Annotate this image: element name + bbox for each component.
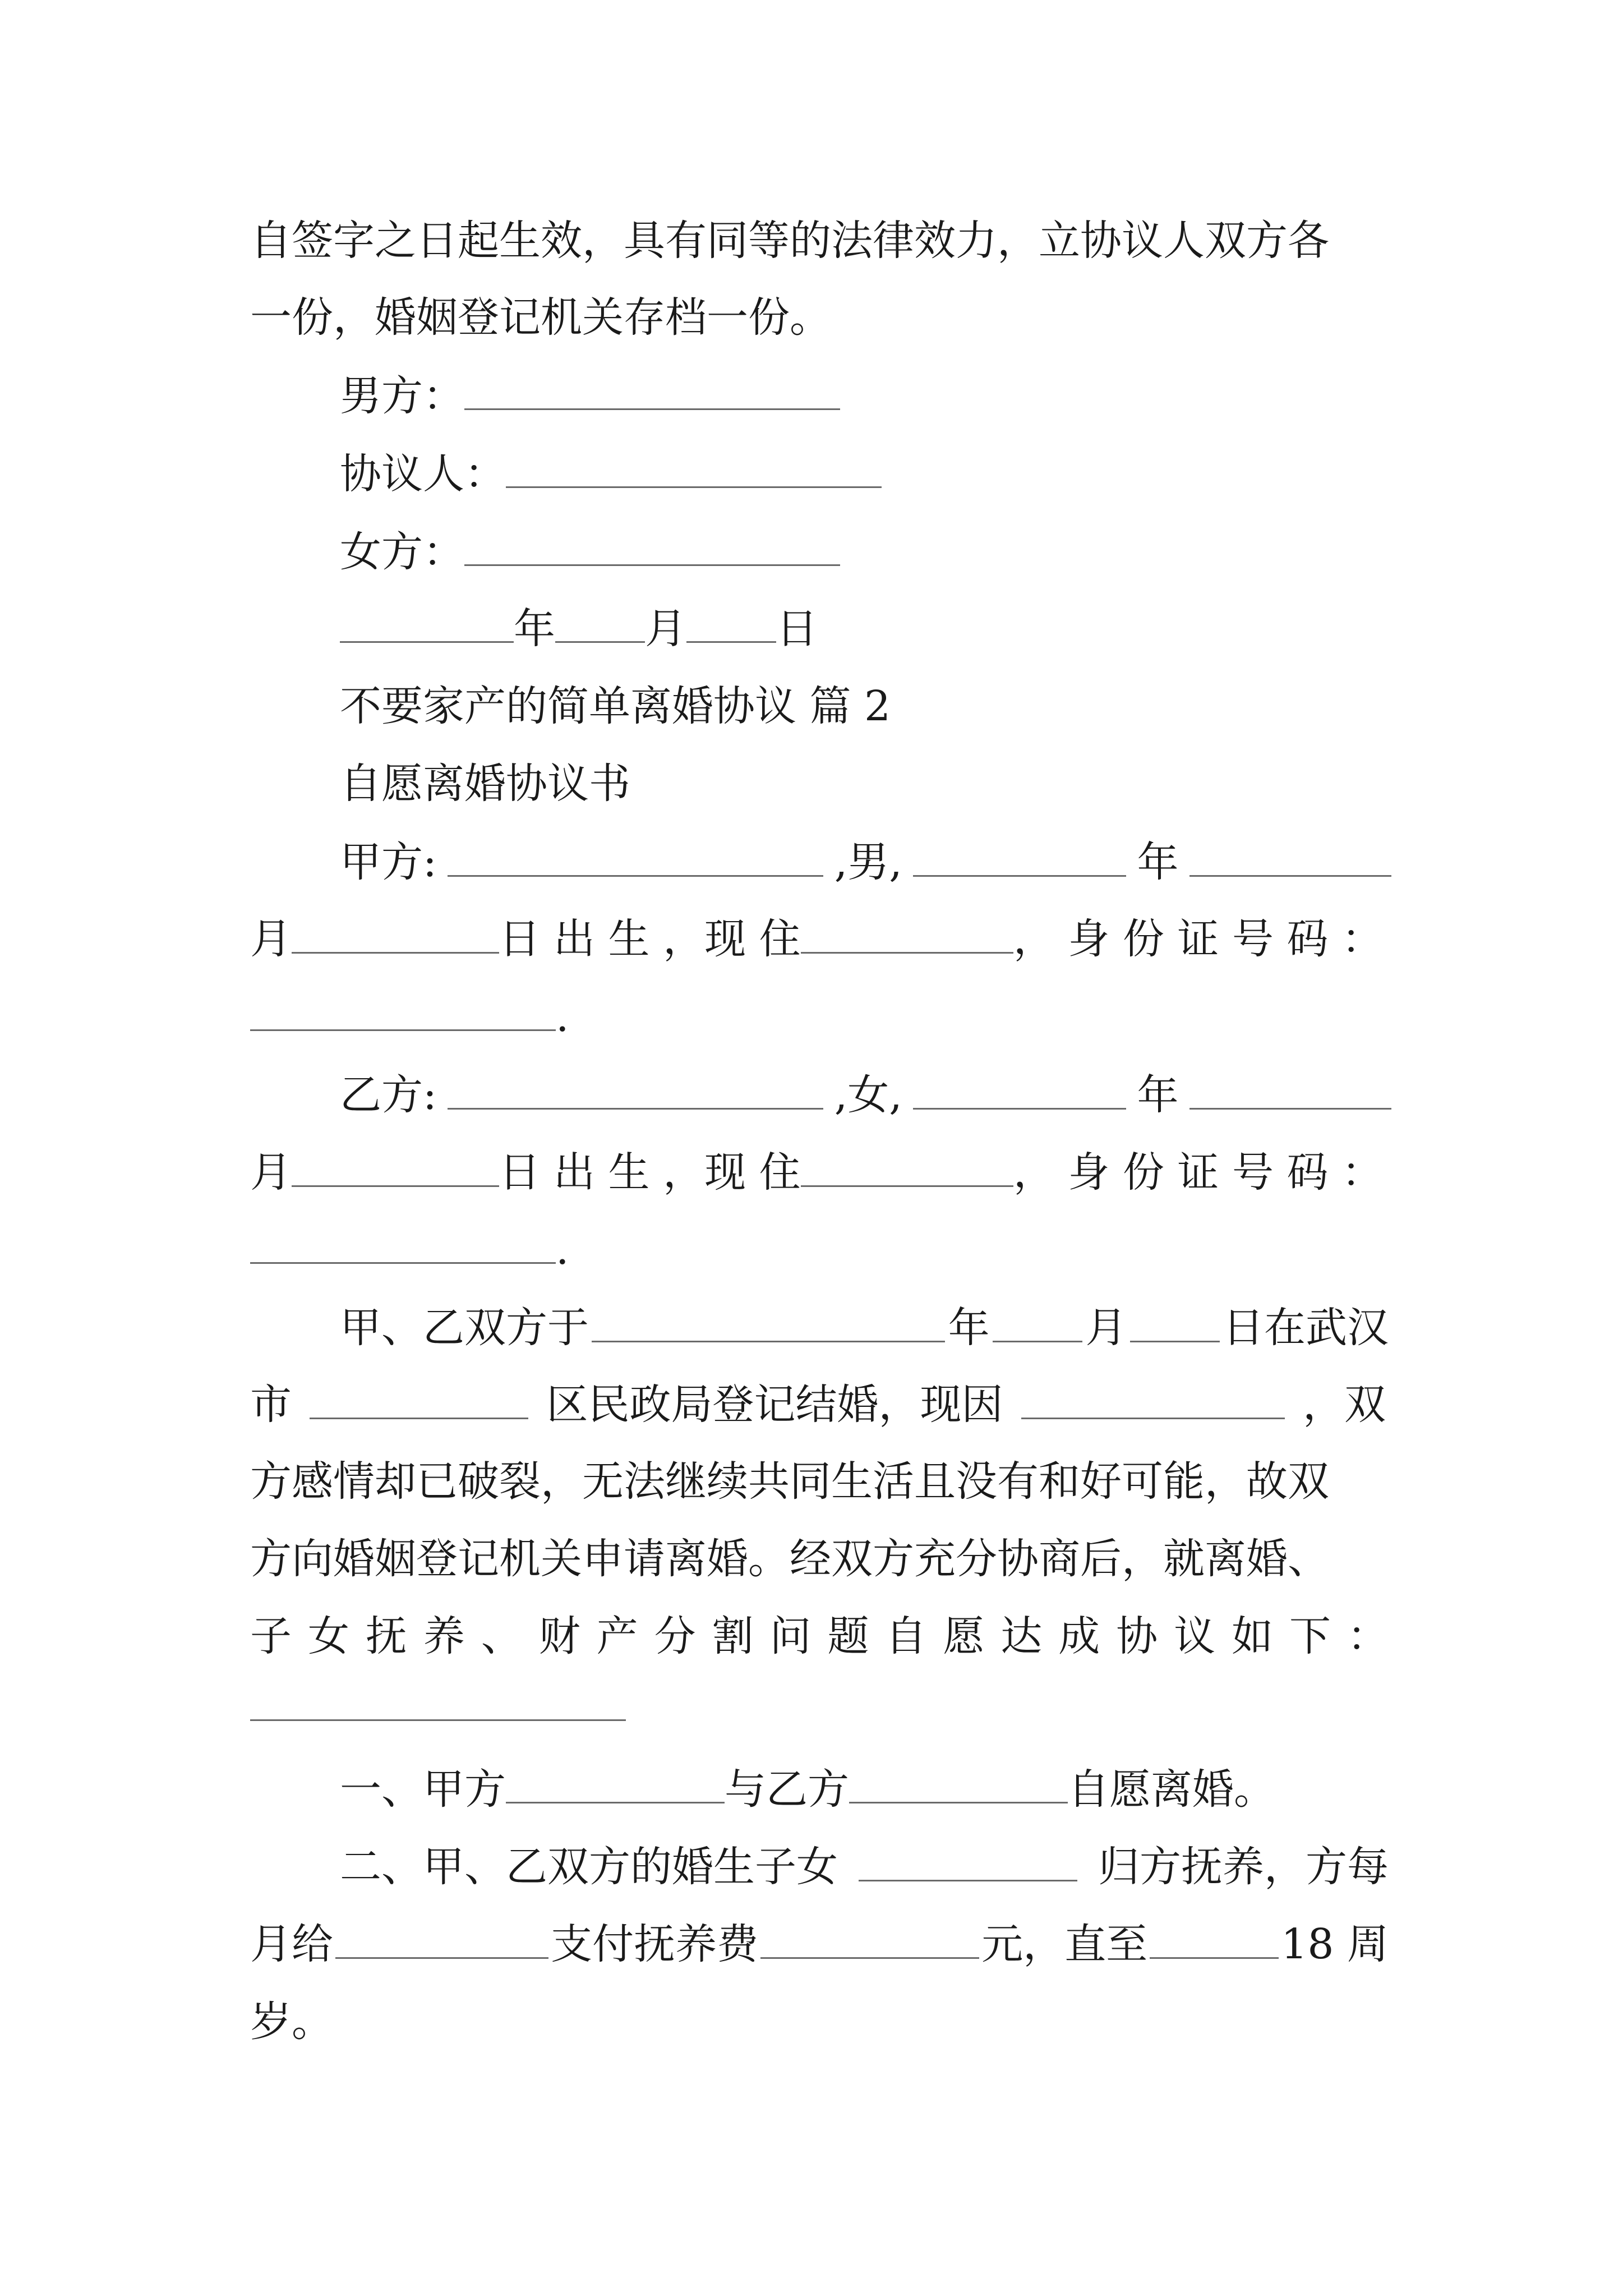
blank: [250, 1235, 556, 1264]
blank: [913, 1081, 1126, 1110]
period: .: [556, 993, 569, 1041]
blank: [464, 381, 840, 410]
text: 一份，婚姻登记机关存档一份。: [250, 293, 831, 342]
agreer-label: 协议人：: [340, 450, 506, 498]
blank: [250, 1002, 556, 1031]
male-signature-line: [340, 365, 840, 427]
live-text: 现 住: [704, 915, 801, 963]
text: 支付抚养费: [551, 1920, 759, 1968]
month-label: 月: [250, 1148, 292, 1197]
blank: [506, 1775, 725, 1803]
blank: [292, 925, 499, 954]
year-label: 年: [1137, 1071, 1179, 1119]
doc-title-text: 自愿离婚协议书: [340, 760, 630, 808]
blank: [801, 925, 1013, 954]
blank: [1021, 1391, 1285, 1419]
blank: [760, 1930, 979, 1959]
born-text: 日 出 生 ，: [499, 915, 705, 963]
blank: [310, 1391, 528, 1419]
paragraph-line: [250, 1605, 1389, 1667]
text: 方感情却已破裂，无法继续共同生活且没有和好可能，故双: [250, 1457, 1329, 1506]
year-label: 年: [948, 1304, 990, 1352]
text: 一、甲方: [340, 1765, 506, 1814]
id-label: ， 身 份 证 号 码 ：: [1013, 1148, 1383, 1197]
text: 区民政局登记结婚，现因: [546, 1381, 1003, 1429]
blank: [555, 614, 645, 643]
text: 方向婚姻登记机关申请离婚。经双方充分协商后，就离婚、: [250, 1535, 1329, 1583]
blank: [913, 848, 1126, 877]
item-2: [250, 1991, 333, 2053]
party-b-label: 乙方:: [340, 1071, 437, 1119]
blank: [340, 614, 514, 643]
party-a-label: 甲方:: [340, 838, 437, 886]
text: 日在武汉: [1222, 1304, 1389, 1352]
blank: [335, 1930, 548, 1959]
section-title-text: 不要家产的简单离婚协议 篇 2: [340, 682, 891, 730]
year-label: 年: [514, 605, 555, 653]
day-label: 日: [776, 605, 818, 653]
party-b-line: [340, 1064, 1391, 1126]
text: 岁。: [250, 1998, 333, 2046]
text: 月给: [250, 1920, 333, 1968]
text: 二、甲、乙双方的婚生子女: [340, 1843, 838, 1891]
item-2: [250, 1913, 1389, 1975]
month-label: 月: [645, 605, 686, 653]
born-text: 日 出 生 ，: [499, 1148, 705, 1197]
month-label: 月: [1085, 1304, 1127, 1352]
agreer-signature-line: [340, 443, 882, 505]
text: 自签字之日起生效，具有同等的法律效力，立协议人双方各: [250, 217, 1329, 265]
party-a-line: [340, 831, 1391, 893]
year-label: 年: [1137, 838, 1179, 886]
blank: [506, 459, 882, 488]
text: ，双: [1303, 1381, 1386, 1429]
blank: [1150, 1930, 1279, 1959]
blank: [592, 1314, 945, 1342]
text: 归方抚养，方每: [1098, 1843, 1389, 1891]
text: 元，直至: [981, 1920, 1148, 1968]
blank: [464, 537, 840, 566]
text: 自愿离婚。: [1068, 1765, 1275, 1814]
blank: [1189, 848, 1391, 877]
female-signature-line: [340, 521, 840, 583]
live-text: 现 住: [704, 1148, 801, 1197]
gender-text: ,男,: [834, 838, 902, 886]
female-label: 女方：: [340, 528, 464, 576]
party-b-line: [250, 1142, 1383, 1203]
party-a-line: [250, 908, 1383, 970]
text: 子 女 抚 养 、 财 产 分 割 问 题 自 愿 达 成 协 议 如 下 ：: [250, 1612, 1389, 1660]
party-a-line: [250, 986, 569, 1048]
blank: [849, 1775, 1068, 1803]
party-b-line: [250, 1219, 569, 1281]
id-label: ， 身 份 证 号 码 ：: [1013, 915, 1383, 963]
blank: [686, 614, 776, 643]
section-title: [340, 675, 891, 737]
paragraph-line: [250, 1451, 1391, 1512]
doc-title: [340, 753, 630, 815]
blank: [292, 1158, 499, 1187]
text: 市: [250, 1381, 292, 1429]
item-1: [340, 1759, 1275, 1820]
paragraph-line: [250, 1528, 1417, 1590]
text: 甲、乙双方于: [340, 1304, 589, 1352]
paragraph-line: [250, 287, 831, 348]
text: 与乙方: [725, 1765, 849, 1814]
blank: [859, 1853, 1077, 1881]
text: 18 周: [1281, 1920, 1389, 1968]
paragraph-line: [250, 210, 1391, 272]
blank: [448, 848, 823, 877]
paragraph-line: [250, 1374, 1386, 1435]
item-2: [340, 1836, 1389, 1898]
gender-text: ,女,: [834, 1071, 902, 1119]
blank: [993, 1314, 1082, 1342]
blank: [801, 1158, 1013, 1187]
month-label: 月: [250, 915, 292, 963]
blank: [1130, 1314, 1220, 1342]
period: .: [556, 1226, 569, 1274]
male-label: 男方：: [340, 372, 464, 420]
blank: [1189, 1081, 1391, 1110]
paragraph-line: [340, 1297, 1389, 1359]
separator-line: [250, 1719, 626, 1721]
date-line: [340, 598, 818, 660]
blank: [448, 1081, 823, 1110]
